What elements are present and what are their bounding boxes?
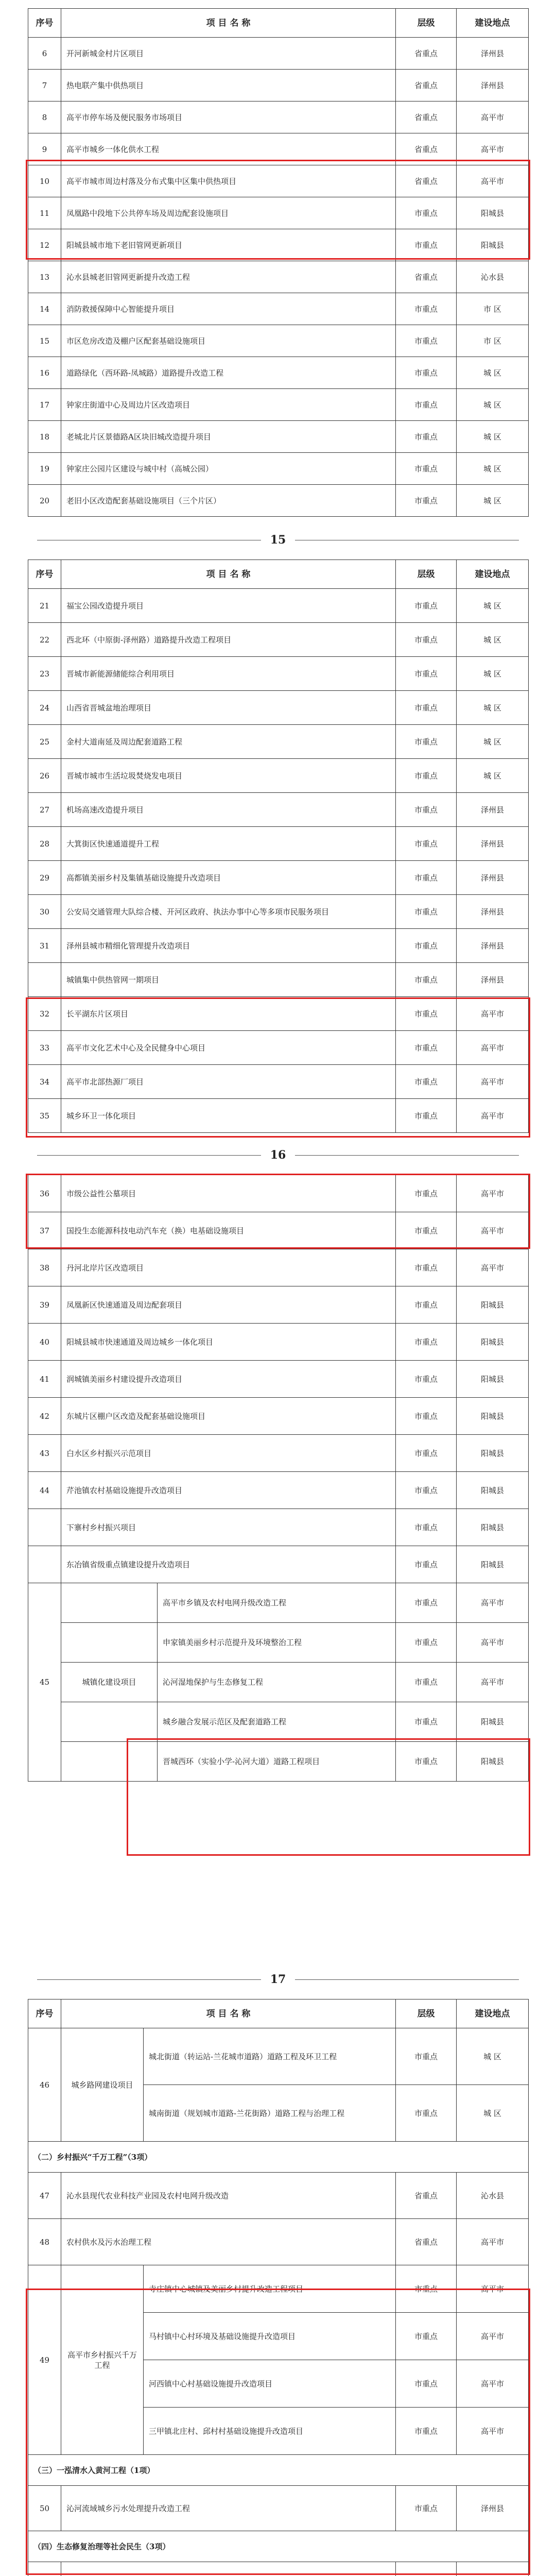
project-level: 市重点 [396, 1663, 457, 1702]
row-number [28, 1509, 61, 1546]
project-level: 市重点 [396, 2265, 457, 2313]
project-name: 晋城西环（实验小学-沁河大道）道路工程项目 [163, 1757, 320, 1766]
project-name: 芹池镇农村基础设施提升改造项目 [61, 1472, 396, 1509]
project-location: 城 区 [457, 2085, 529, 2142]
project-name: 寺庄镇中心城镇及美丽乡村提升改造工程项目 [144, 2265, 396, 2313]
project-level: 市重点 [396, 2360, 457, 2408]
project-level: 市重点 [396, 1175, 457, 1212]
section-row [28, 2142, 529, 2173]
project-name: 高都镇美丽乡村及集镇基础设施提升改造项目 [61, 861, 396, 895]
project-level: 市重点 [396, 1472, 457, 1509]
project-level: 市重点 [396, 2313, 457, 2360]
project-level: 市重点 [396, 357, 457, 389]
project-name: 城乡环卫一体化项目 [61, 1099, 396, 1133]
table-page-3 [28, 1175, 528, 1782]
highlight-box [26, 997, 530, 1138]
header-level: 层级 [396, 9, 457, 38]
project-name: 城乡融合发展示范区及配套道路工程 [163, 1717, 287, 1726]
row-number: 19 [28, 453, 61, 485]
row-number: 17 [28, 389, 61, 421]
project-name: 东城片区棚户区改造及配套基础设施项目 [61, 1398, 396, 1435]
project-name: 凤凰新区快速通道及周边配套项目 [61, 1286, 396, 1324]
header-location: 建设地点 [457, 1999, 529, 2028]
table-page-1 [28, 8, 528, 517]
project-level: 市重点 [396, 229, 457, 261]
group-label [61, 1583, 158, 1622]
row-number: 23 [28, 657, 61, 691]
project-name: 福宝公园改造提升项目 [61, 589, 396, 623]
project-name: 热电联产集中供热项目 [61, 70, 396, 101]
group-label: 城乡路网建设项目 [61, 2028, 144, 2142]
row-number: 48 [28, 2219, 61, 2265]
project-location: 城 区 [457, 453, 529, 485]
project-location: 泽州县 [457, 861, 529, 895]
project-name: 晋城市城市生活垃圾焚烧发电项目 [61, 759, 396, 793]
row-number: 39 [28, 1286, 61, 1324]
project-location: 高平市 [457, 1663, 529, 1702]
project-level: 省重点 [396, 38, 457, 70]
project-name: 农村供水及污水治理工程 [61, 2219, 396, 2265]
project-location: 阳城县 [457, 1361, 529, 1398]
row-number: 30 [28, 895, 61, 929]
project-name-cell [61, 1583, 396, 1623]
project-name: 老城北片区景德路A区块旧城改造提升项目 [61, 421, 396, 453]
page-number [28, 1969, 528, 1990]
project-level: 市重点 [396, 389, 457, 421]
table-row [28, 759, 529, 793]
row-number: 41 [28, 1361, 61, 1398]
project-location: 高平市 [457, 2313, 529, 2360]
project-location: 城 区 [457, 421, 529, 453]
row-number: 40 [28, 1324, 61, 1361]
group-label: 城镇化建设项目 [61, 1663, 158, 1702]
project-location: 高平市 [457, 1099, 529, 1133]
project-name: 市级公益性公墓项目 [61, 1175, 396, 1212]
header-name: 项 目 名 称 [61, 1999, 396, 2028]
project-location: 城 区 [457, 759, 529, 793]
project-location: 高平市 [457, 101, 529, 133]
row-number: 35 [28, 1099, 61, 1133]
project-location: 泽州县 [457, 70, 529, 101]
project-name: 东冶镇省级重点镇建设提升改造项目 [61, 1546, 396, 1583]
project-level: 市重点 [396, 1286, 457, 1324]
project-location: 高平市 [457, 1212, 529, 1249]
header-location: 建设地点 [457, 560, 529, 589]
table-row [28, 325, 529, 357]
row-number: 13 [28, 261, 61, 293]
project-level: 市重点 [396, 1742, 457, 1782]
header-location: 建设地点 [457, 9, 529, 38]
project-name: 申家镇美丽乡村示范提升及环境整治工程 [163, 1638, 302, 1647]
project-name: 城南街道（规划城市道路-兰花街路）道路工程与治理工程 [144, 2085, 396, 2142]
project-location: 阳城县 [457, 1742, 529, 1782]
project-location: 市 区 [457, 293, 529, 325]
project-location: 泽州县 [457, 38, 529, 70]
project-location: 高平市 [457, 1175, 529, 1212]
group-label: 高平市乡村振兴千万工程 [61, 2265, 144, 2455]
project-level: 省重点 [396, 2173, 457, 2219]
project-name: 阳城县城市快速通道及周边城乡一体化项目 [61, 1324, 396, 1361]
project-level: 市重点 [396, 1509, 457, 1546]
table-row [28, 357, 529, 389]
project-location: 城 区 [457, 657, 529, 691]
row-number: 47 [28, 2173, 61, 2219]
project-name: 高平市城乡一体化供水工程 [61, 133, 396, 165]
project-level: 市重点 [396, 623, 457, 657]
project-location: 高平市 [457, 133, 529, 165]
project-level: 市重点 [396, 293, 457, 325]
project-level: 市重点 [396, 725, 457, 759]
project-level: 市重点 [396, 2028, 457, 2085]
row-number: 14 [28, 293, 61, 325]
section-heading: （三）一泓清水入黄河工程（1项） [28, 2455, 529, 2486]
section-heading: （二）乡村振兴“千万工程”（3项） [28, 2142, 529, 2173]
row-number: 10 [28, 165, 61, 197]
project-name: 沁河流域城乡污水处理提升改造工程 [61, 2486, 396, 2531]
project-level: 市重点 [396, 895, 457, 929]
row-number: 49 [28, 2265, 61, 2455]
project-location: 阳城县 [457, 1546, 529, 1583]
table-row [28, 1249, 529, 1286]
header-num: 序号 [28, 9, 61, 38]
project-level: 省重点 [396, 133, 457, 165]
row-number: 6 [28, 38, 61, 70]
row-number: 46 [28, 2028, 61, 2142]
table-row [28, 1435, 529, 1472]
project-level: 市重点 [396, 657, 457, 691]
project-location: 阳城县 [457, 1324, 529, 1361]
row-number: 37 [28, 1212, 61, 1249]
project-location: 阳城县 [457, 1435, 529, 1472]
page-number [28, 1145, 528, 1165]
row-number: 45 [28, 1583, 61, 1782]
project-name: 公安局交通管理大队综合楼、开河区政府、执法办事中心等多项市民服务项目 [61, 895, 396, 929]
project-name: 市区危房改造及棚户区配套基础设施项目 [61, 325, 396, 357]
project-level: 省重点 [396, 261, 457, 293]
table-row [28, 691, 529, 725]
project-name: 河西镇中心村基础设施提升改造项目 [144, 2360, 396, 2408]
header-level: 层级 [396, 560, 457, 589]
project-name: 晋城市新能源储能综合利用项目 [61, 657, 396, 691]
project-level: 市重点 [396, 589, 457, 623]
project-location: 阳城县 [457, 229, 529, 261]
row-number: 25 [28, 725, 61, 759]
table-row [28, 1623, 529, 1663]
page-number-text: 17 [270, 1973, 286, 1986]
project-name: 消防救援保障中心智能提升项目 [61, 293, 396, 325]
project-level: 市重点 [396, 1398, 457, 1435]
row-number: 18 [28, 421, 61, 453]
project-level: 市重点 [396, 1212, 457, 1249]
project-name: 钟家庄公园片区建设与城中村（高城公园） [61, 453, 396, 485]
project-name: 马村镇中心村环境及基础设施提升改造项目 [144, 2313, 396, 2360]
project-name: 三甲镇北庄村、邱村村基础设施提升改造项目 [144, 2408, 396, 2455]
project-level: 市重点 [396, 759, 457, 793]
row-number: 32 [28, 997, 61, 1031]
section-heading: （四）生态修复治理等社会民生（3项） [28, 2531, 529, 2562]
header-name: 项 目 名 称 [61, 560, 396, 589]
project-location: 高平市 [457, 2265, 529, 2313]
highlight-box [26, 2289, 530, 2575]
group-label [61, 1623, 158, 1662]
table-row [28, 1509, 529, 1546]
project-location: 阳城县 [457, 1509, 529, 1546]
project-name: 下寨村乡村振兴项目 [61, 1509, 396, 1546]
project-name: 高平市文化艺术中心及全民健身中心项目 [61, 1031, 396, 1065]
project-table-1 [28, 8, 529, 517]
row-number: 15 [28, 325, 61, 357]
project-name-cell [61, 1702, 396, 1742]
project-level: 市重点 [396, 1249, 457, 1286]
project-location: 城 区 [457, 725, 529, 759]
project-level: 市重点 [396, 1583, 457, 1623]
project-name: 高平市乡镇及农村电网升级改造工程 [163, 1598, 287, 1607]
project-name: 西北环（中原街-泽州路）道路提升改造工程项目 [61, 623, 396, 657]
project-level: 省重点 [396, 165, 457, 197]
project-location: 城 区 [457, 691, 529, 725]
page-number-text: 16 [270, 1148, 286, 1162]
project-level: 市重点 [396, 2408, 457, 2455]
page-number [28, 530, 528, 550]
project-name: 沁河湿地保护与生态修复工程 [163, 1677, 264, 1687]
project-table-3 [28, 1175, 529, 1782]
project-location: 高平市 [457, 1065, 529, 1099]
project-name: 大箕街区快速通道提升工程 [61, 827, 396, 861]
row-number: 44 [28, 1472, 61, 1509]
project-location: 泽州县 [457, 793, 529, 827]
table-row [28, 623, 529, 657]
project-location: 高平市 [457, 1623, 529, 1663]
row-number: 24 [28, 691, 61, 725]
header-num: 序号 [28, 560, 61, 589]
project-location: 高平市 [457, 2408, 529, 2455]
table-row [28, 2028, 529, 2085]
table-row [28, 793, 529, 827]
project-name: 丹河北岸片区改造项目 [61, 1249, 396, 1286]
row-number: 12 [28, 229, 61, 261]
project-location: 泽州县 [457, 929, 529, 963]
project-location: 沁水县 [457, 2173, 529, 2219]
row-number: 29 [28, 861, 61, 895]
project-level: 省重点 [396, 70, 457, 101]
header-name: 项 目 名 称 [61, 9, 396, 38]
table-row [28, 895, 529, 929]
table-row [28, 389, 529, 421]
project-location: 泽州县 [457, 2486, 529, 2531]
project-name: 开河新城金村片区项目 [61, 38, 396, 70]
project-level: 市重点 [396, 1099, 457, 1133]
row-number [28, 1546, 61, 1583]
project-name: 长平湖东片区项目 [61, 997, 396, 1031]
project-level: 市重点 [396, 1435, 457, 1472]
table-row [28, 657, 529, 691]
row-number: 31 [28, 929, 61, 963]
project-name: 金村大道南延及周边配套道路工程 [61, 725, 396, 759]
table-row [28, 827, 529, 861]
table-row [28, 2173, 529, 2219]
project-level: 市重点 [396, 793, 457, 827]
row-number [28, 963, 61, 997]
project-level: 市重点 [396, 997, 457, 1031]
project-level: 市重点 [396, 453, 457, 485]
project-level: 市重点 [396, 1324, 457, 1361]
row-number: 21 [28, 589, 61, 623]
project-name-cell [61, 1623, 396, 1663]
project-level: 省重点 [396, 101, 457, 133]
row-number: 27 [28, 793, 61, 827]
table-row [28, 485, 529, 517]
project-name: 白水区乡村振兴示范项目 [61, 1435, 396, 1472]
table-row [28, 101, 529, 133]
highlight-box [26, 1174, 530, 1249]
project-location: 阳城县 [457, 1702, 529, 1742]
project-level: 市重点 [396, 1031, 457, 1065]
table-row [28, 589, 529, 623]
project-location: 阳城县 [457, 1472, 529, 1509]
project-location: 高平市 [457, 1249, 529, 1286]
project-level: 市重点 [396, 325, 457, 357]
table-row [28, 70, 529, 101]
project-level: 市重点 [396, 485, 457, 517]
project-location: 泽州县 [457, 895, 529, 929]
table-row [28, 1663, 529, 1702]
project-name: 钟家庄街道中心及周边片区改造项目 [61, 389, 396, 421]
project-name: 城镇集中供热管网一期项目 [61, 963, 396, 997]
project-location: 城 区 [457, 589, 529, 623]
highlight-box [127, 1738, 530, 1856]
project-level: 市重点 [396, 197, 457, 229]
table-row [28, 1583, 529, 1623]
project-location: 高平市 [457, 1583, 529, 1623]
table-row [28, 963, 529, 997]
project-name: 山西省晋城盆地治理项目 [61, 691, 396, 725]
row-number: 8 [28, 101, 61, 133]
project-level: 省重点 [396, 2219, 457, 2265]
project-location: 城 区 [457, 357, 529, 389]
row-number: 50 [28, 2486, 61, 2531]
table-row [28, 1286, 529, 1324]
project-name: 道路绿化（西环路-凤城路）道路提升改造工程 [61, 357, 396, 389]
project-name: 老旧小区改造配套基础设施项目（三个片区） [61, 485, 396, 517]
row-number: 26 [28, 759, 61, 793]
project-location: 市 区 [457, 325, 529, 357]
project-level: 市重点 [396, 929, 457, 963]
project-level: 市重点 [396, 827, 457, 861]
project-name: 润城镇美丽乡村建设提升改造项目 [61, 1361, 396, 1398]
row-number: 36 [28, 1175, 61, 1212]
row-number: 43 [28, 1435, 61, 1472]
project-location: 高平市 [457, 2219, 529, 2265]
row-number: 9 [28, 133, 61, 165]
project-name: 高平市城市周边村落及分布式集中区集中供热项目 [61, 165, 396, 197]
table-row [28, 293, 529, 325]
header-level: 层级 [396, 1999, 457, 2028]
row-number: 33 [28, 1031, 61, 1065]
group-label [61, 1702, 158, 1741]
project-level: 市重点 [396, 963, 457, 997]
table-row [28, 1546, 529, 1583]
project-name: 沁水县现代农业科技产业园及农村电网升级改造 [61, 2173, 396, 2219]
project-name: 阳城县城市地下老旧管网更新项目 [61, 229, 396, 261]
page-number-text: 15 [270, 533, 286, 547]
project-name: 城北街道（转运站-兰花城市道路）道路工程及环卫工程 [144, 2028, 396, 2085]
project-name: 凤凰路中段地下公共停车场及周边配套设施项目 [61, 197, 396, 229]
row-number: 16 [28, 357, 61, 389]
project-location: 阳城县 [457, 1286, 529, 1324]
project-level: 市重点 [396, 1702, 457, 1742]
project-level: 市重点 [396, 2085, 457, 2142]
project-level: 市重点 [396, 1065, 457, 1099]
table-row [28, 421, 529, 453]
project-location: 阳城县 [457, 1398, 529, 1435]
project-name: 沁水县城老旧管网更新提升改造工程 [61, 261, 396, 293]
project-location: 高平市 [457, 1031, 529, 1065]
project-level: 市重点 [396, 1546, 457, 1583]
project-name: 机场高速改造提升项目 [61, 793, 396, 827]
project-location: 城 区 [457, 485, 529, 517]
highlight-box [26, 160, 530, 260]
row-number: 11 [28, 197, 61, 229]
table-row [28, 2219, 529, 2265]
row-number: 42 [28, 1398, 61, 1435]
table-row [28, 929, 529, 963]
row-number: 7 [28, 70, 61, 101]
row-number: 20 [28, 485, 61, 517]
project-location: 沁水县 [457, 261, 529, 293]
table-row [28, 1472, 529, 1509]
project-location: 泽州县 [457, 963, 529, 997]
project-name: 泽州县城市精细化管理提升改造项目 [61, 929, 396, 963]
project-name-cell [61, 1663, 396, 1702]
table-row [28, 38, 529, 70]
table-row [28, 725, 529, 759]
header-num: 序号 [28, 1999, 61, 2028]
project-level: 市重点 [396, 1361, 457, 1398]
table-row [28, 1702, 529, 1742]
table-row [28, 861, 529, 895]
project-level: 市重点 [396, 421, 457, 453]
project-name: 高平市北部热源厂项目 [61, 1065, 396, 1099]
row-number: 22 [28, 623, 61, 657]
project-location: 城 区 [457, 623, 529, 657]
project-name: 高平市停车场及便民服务市场项目 [61, 101, 396, 133]
project-name: 国投生态能源科技电动汽车充（换）电基础设施项目 [61, 1212, 396, 1249]
row-number: 38 [28, 1249, 61, 1286]
table-row [28, 1398, 529, 1435]
project-location: 阳城县 [457, 197, 529, 229]
row-number: 28 [28, 827, 61, 861]
project-level: 市重点 [396, 691, 457, 725]
table-row [28, 453, 529, 485]
project-location: 高平市 [457, 165, 529, 197]
table-row [28, 1361, 529, 1398]
project-location: 高平市 [457, 997, 529, 1031]
project-location: 高平市 [457, 2360, 529, 2408]
project-location: 泽州县 [457, 827, 529, 861]
row-number: 34 [28, 1065, 61, 1099]
project-location: 城 区 [457, 389, 529, 421]
project-level: 市重点 [396, 1623, 457, 1663]
table-row [28, 1324, 529, 1361]
project-level: 市重点 [396, 861, 457, 895]
project-level: 市重点 [396, 2486, 457, 2531]
table-row [28, 261, 529, 293]
project-location: 城 区 [457, 2028, 529, 2085]
